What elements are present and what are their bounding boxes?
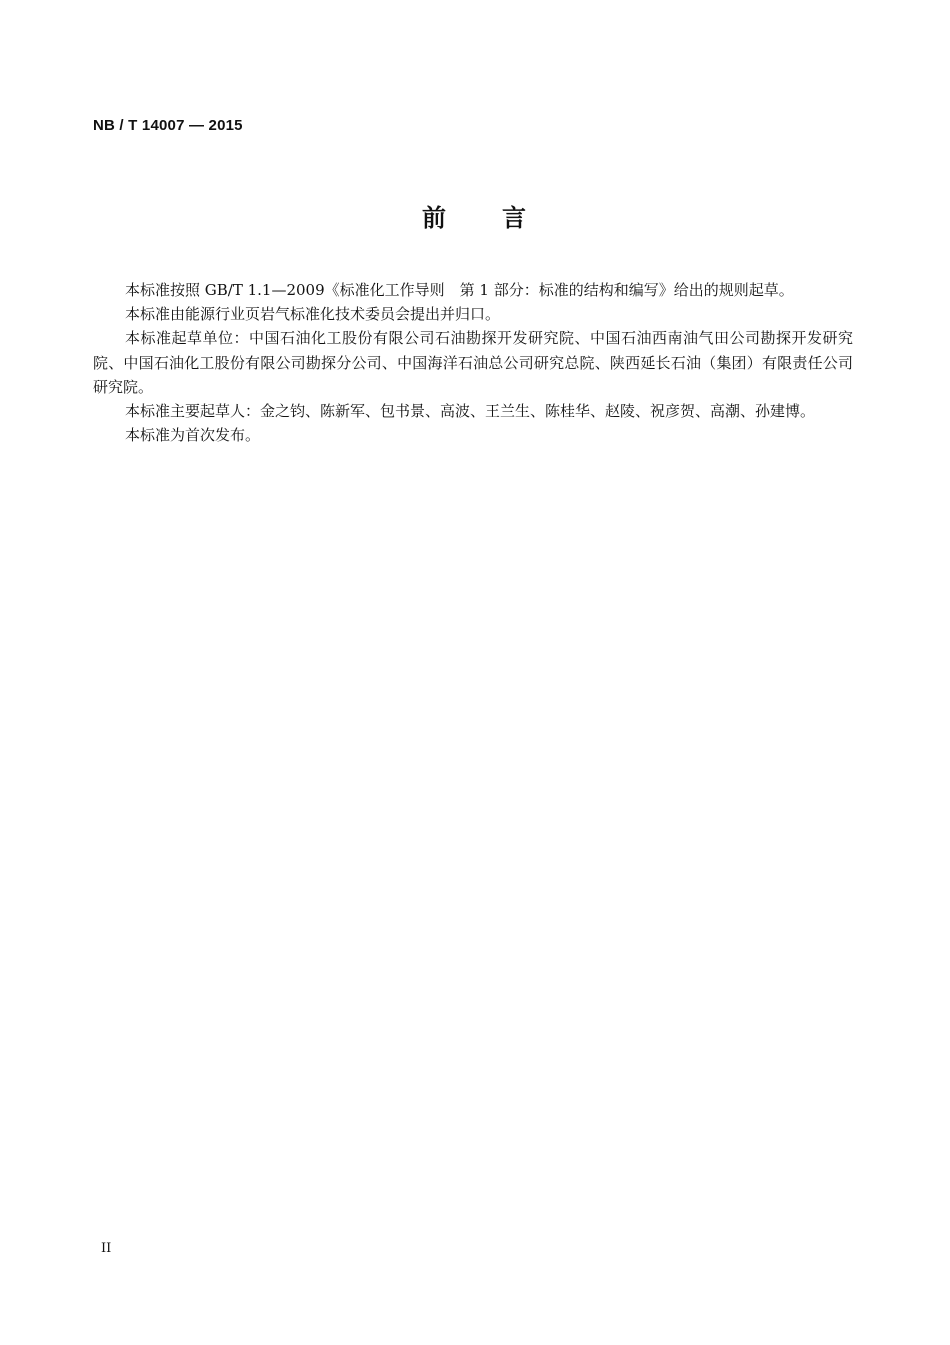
- standard-code: NB / T 14007 — 2015: [93, 117, 243, 134]
- foreword-body: [93, 278, 853, 447]
- paragraph-proposer: 本标准由能源行业页岩气标准化技术委员会提出并归口。: [125, 305, 501, 324]
- paragraph-drafting-rules: 本标准按照 GB/T 1.1—2009《标准化工作导则 第 1 部分：标准的结构和编写》给出的规则起草。: [125, 281, 794, 299]
- paragraph-drafters: 本标准主要起草人：金之钧、陈新军、包书景、高波、王兰生、陈桂华、赵陵、祝彦贺、高潮、孙建博。: [125, 402, 816, 421]
- title-char-2: 言: [502, 204, 528, 232]
- paragraph-first-release: 本标准为首次发布。: [125, 426, 261, 445]
- paragraph-drafting-units: 本标准起草单位：中国石油化工股份有限公司石油勘探开发研究院、中国石油西南油气田公司勘探开发研究院、中国石油化工股份有限公司勘探分公司、中国海洋石油总公司研究总院、陕西延长石油（集团）有限责任公司研究院。: [93, 329, 853, 396]
- title-char-1: 前: [422, 204, 448, 232]
- page-number: II: [101, 1241, 112, 1256]
- page-title: [0, 198, 950, 233]
